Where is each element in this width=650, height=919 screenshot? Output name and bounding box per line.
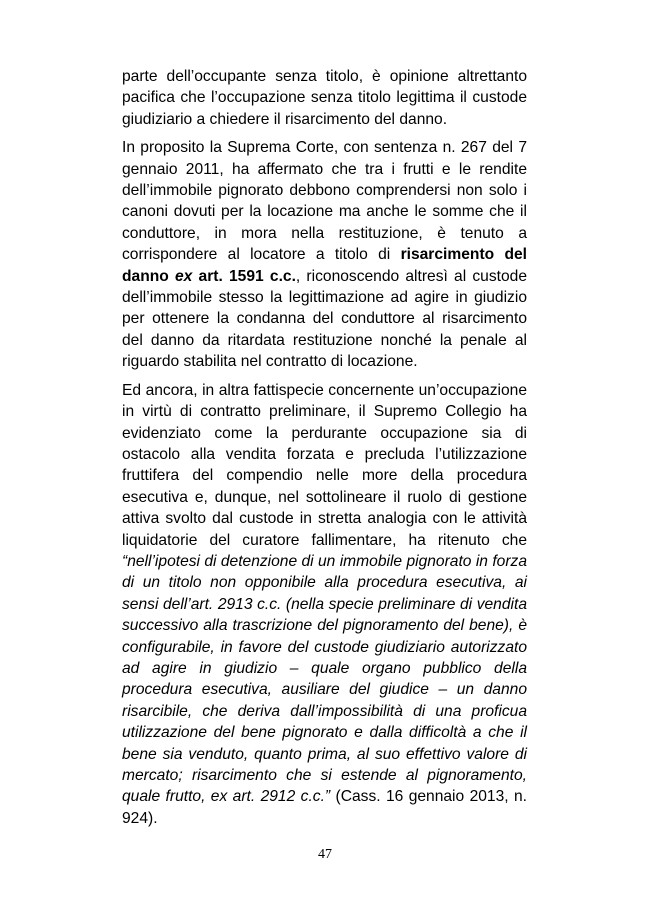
paragraph-3-citation: (Cass. 16 gennaio 2013, n. 924). bbox=[122, 788, 528, 827]
body-text bbox=[122, 66, 527, 836]
page-number: 47 bbox=[318, 847, 332, 862]
paragraph-2-bold-article: art. 1591 c.c. bbox=[192, 267, 296, 285]
paragraph-2 bbox=[122, 137, 527, 372]
ex-italic: ex bbox=[174, 267, 193, 285]
paragraph-3-text-start: Ed ancora, in altra fattispecie concernente un’occupazione in virtù di contratto preliminare, il Supremo Collegio ha evidenziato come la perdurante occupazione sia di ostacolo alla vendita forzata e precluda l’utilizzazione fruttifera del compendio nelle more della procedura esecutiva e, dunque, nel sottolineare il ruolo di gestione attiva svolto dal custode in stretta analogia con le attività liquidatorie del curatore fallimentare, ha ritenuto che bbox=[122, 381, 527, 549]
paragraph-2-text-start: In proposito la Suprema Corte, con sentenza n. 267 del 7 gennaio 2011, ha affermato che tra i frutti e le rendite dell’immobile pignorato debbono comprendersi non solo i canoni dovuti per la locazione ma anche le somme che il conduttore, in mora nella restituzione, è tenuto a corrispondere al locatore a titolo di bbox=[122, 139, 527, 264]
paragraph-3 bbox=[122, 380, 527, 830]
paragraph-2-bold-risarcimento: risarcimento del danno bbox=[122, 246, 528, 285]
paragraph-1-text: parte dell’occupante senza titolo, è opinione altrettanto pacifica che l’occupazione senza titolo legittima il custode giudiziario a chiedere il risarcimento del danno. bbox=[122, 68, 527, 128]
paragraph-2-text-end: , riconoscendo altresì al custode dell’immobile stesso la legittimazione ad agire in giudizio per ottenere la condanna del conduttore al risarcimento del danno da ritardata restituzione nonché la penale al riguardo stabilita nel contratto di locazione. bbox=[122, 267, 528, 371]
paragraph-1 bbox=[122, 66, 527, 130]
paragraph-2-bold-italic-ex bbox=[175, 268, 192, 285]
paragraph-3-quote: “nell’ipotesi di detenzione di un immobile pignorato in forza di un titolo non opponibile alla procedura esecutiva, ai sensi dell’art. 2913 c.c. (nella specie preliminare di vendita successivo alla trascrizione del pignoramento del bene), è configurabile, in favore del custode giudiziario autorizzato ad agire in giudizio – quale organo pubblico della procedura esecutiva, ausiliare del giudice – un danno risarcibile, che deriva dall’impossibilità di una proficua utilizzazione del bene pignorato e dalla difficoltà a che il bene sia venduto, quanto prima, al suo effettivo valore di mercato; risarcimento che si estende al pignoramento, quale frutto, ex art. 2912 c.c.” bbox=[122, 552, 527, 806]
